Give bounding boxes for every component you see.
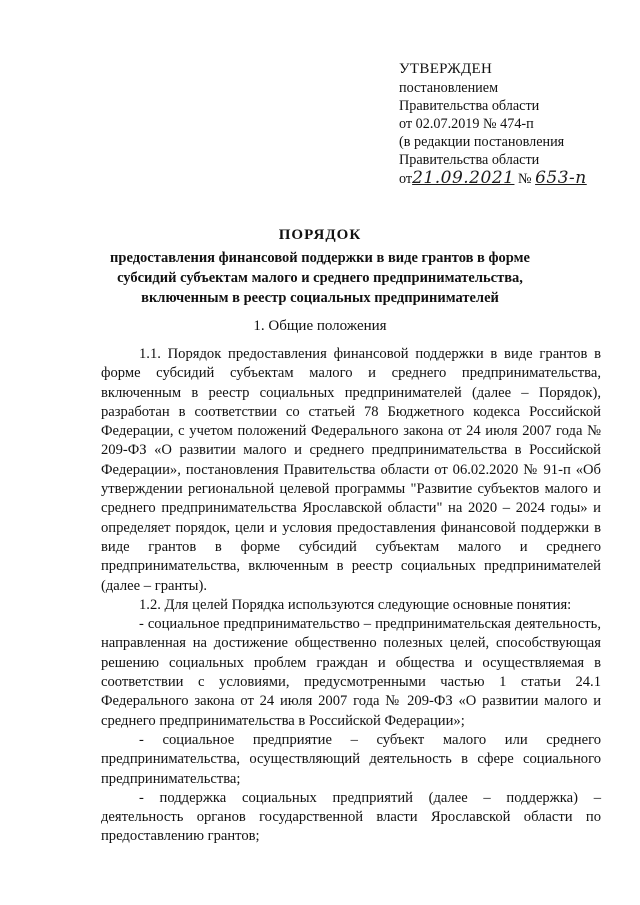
- document-title-block: [90, 225, 550, 308]
- document-subtitle: предоставления финансовой поддержки в виде грантов в форме субсидий субъектам малого и среднего предпринимательства, включенным в реестр социальных предпринимателей: [110, 250, 530, 306]
- approval-line-3: от 02.07.2019 № 474-п: [399, 116, 534, 132]
- approval-line-5: Правительства области: [399, 152, 540, 168]
- definition-social-entrepreneurship: - социальное предпринимательство – предпринимательская деятельность, направленная на достижение общественно полезных целей, способствующая решению социальных проблем граждан и общества и осуществляемая в соответствии с условиями, предусмотренными частью 1 статьи 24.1 Федерального закона от 24 июля 2007 года № 209-ФЗ «О развитии малого и среднего предпринимательства в Российской Федерации»;: [101, 616, 601, 729]
- number-sign: №: [518, 171, 532, 187]
- approval-line-2: Правительства области: [399, 98, 540, 114]
- definition-social-enterprise: - социальное предприятие – субъект малого или среднего предпринимательства, осуществляющий деятельность в сфере социального предпринимательства;: [101, 731, 601, 787]
- approval-date-prefix: от: [399, 171, 413, 187]
- paragraph-1-1: 1.1. Порядок предоставления финансовой поддержки в виде грантов в форме субсидий субъектам малого и среднего предпринимательства, включенным в реестр социальных предпринимателей (далее – Порядок), разработан в соответствии со статьей 78 Бюджетного кодекса Российской Федерации, с учетом положений Федерального закона от 24 июля 2007 года № 209-ФЗ «О развитии малого и среднего предпринимательства в Российской Федерации», постановления Правительства области от 06.02.2020 № 91-п «Об утверждении региональной целевой программы "Развитие субъектов малого и среднего предпринимательства Ярославской области" на 2020 – 2024 годы» и определяет порядок, цели и условия предоставления финансовой поддержки в виде грантов в форме субсидий субъектам малого и среднего предпринимательства, включенным в реестр социальных предпринимателей (далее – гранты).: [101, 346, 601, 594]
- approval-line-4: (в редакции постановления: [399, 134, 565, 150]
- approval-date-line: [399, 169, 631, 188]
- approval-line-1: постановлением: [399, 80, 499, 96]
- handwritten-date: 21.09.2021: [412, 168, 515, 188]
- section-heading: 1. Общие положения: [253, 318, 387, 334]
- approval-heading: УТВЕРЖДЕН: [399, 61, 493, 77]
- paragraph-1-2: 1.2. Для целей Порядка используются следующие основные понятия:: [139, 596, 572, 613]
- document-title: ПОРЯДОК: [278, 227, 362, 243]
- definition-support: - поддержка социальных предприятий (далее – поддержка) – деятельность органов государственной власти Ярославской области по предоставлению грантов;: [101, 789, 601, 845]
- document-body: [101, 345, 601, 847]
- approval-stamp: [399, 60, 631, 188]
- handwritten-number: 653-п: [535, 168, 587, 188]
